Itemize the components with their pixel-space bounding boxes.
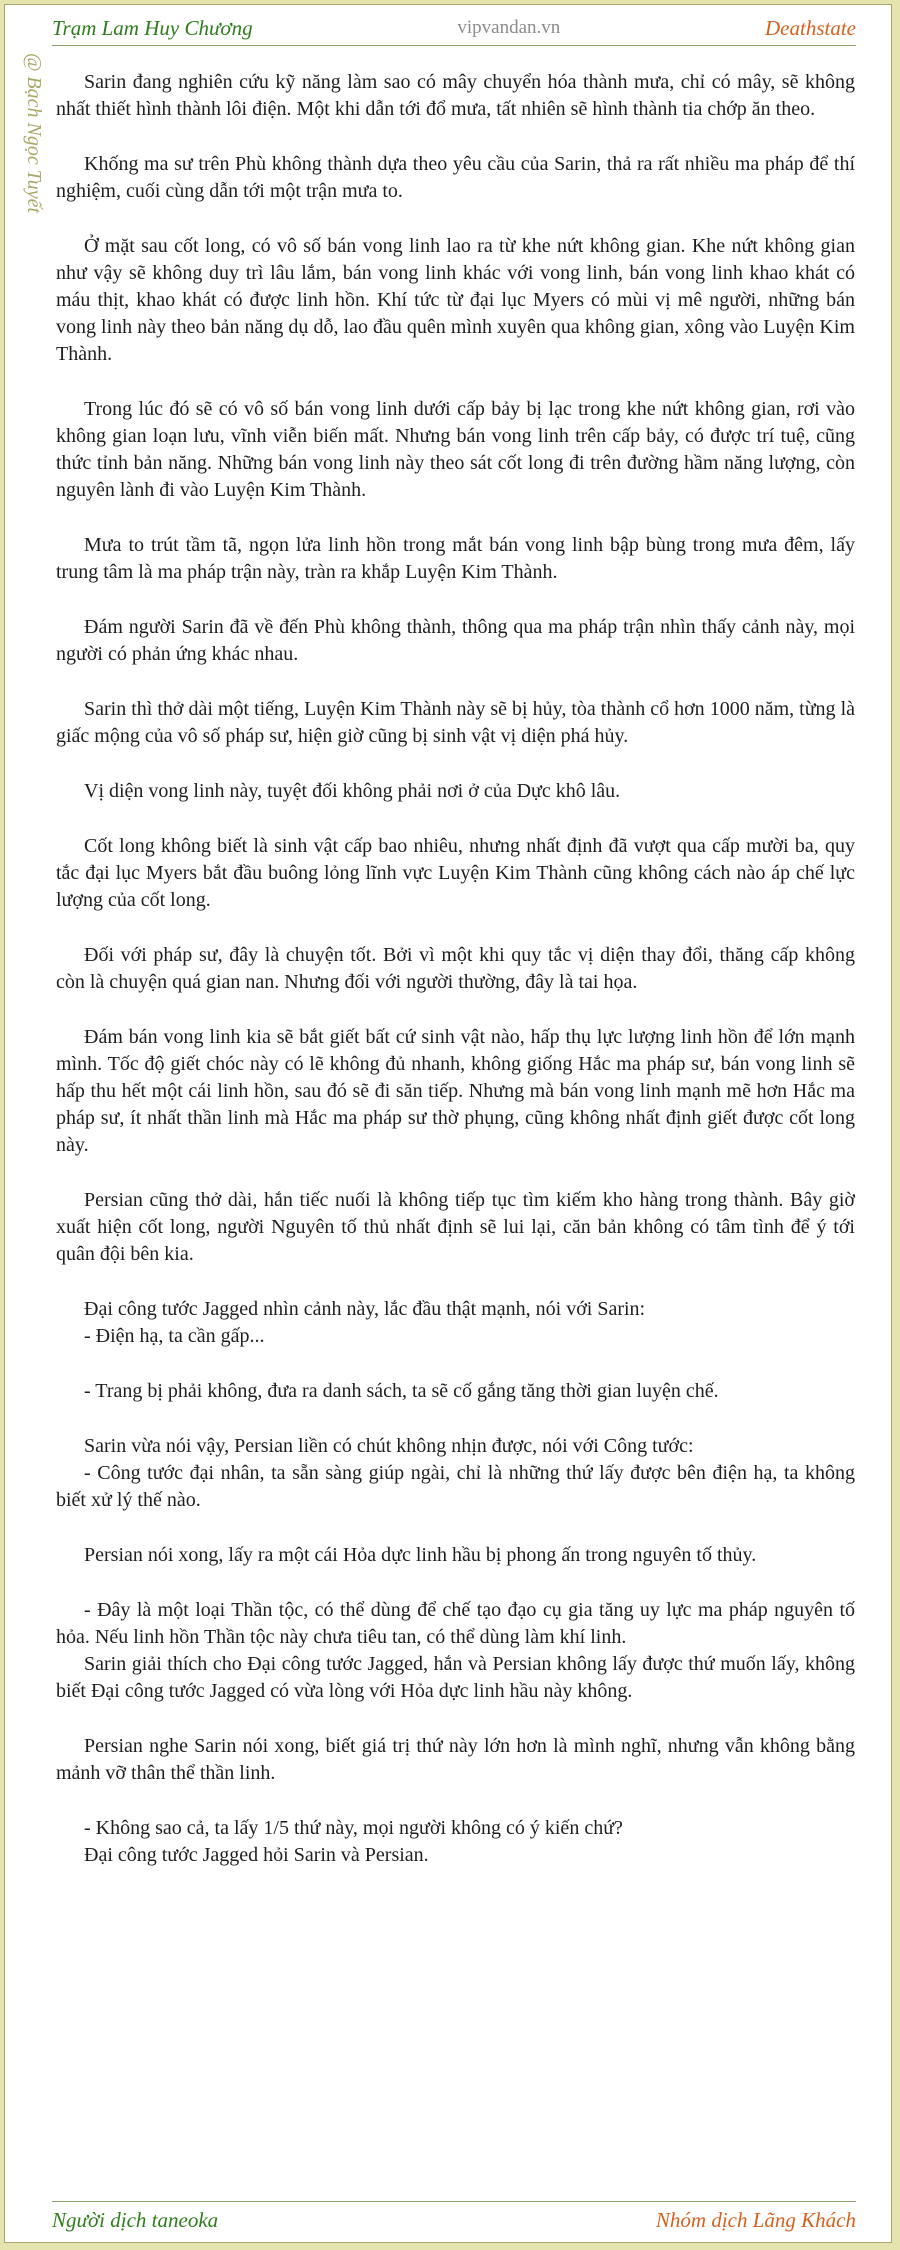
paragraph: Persian nói xong, lấy ra một cái Hỏa dực linh hầu bị phong ấn trong nguyên tố thủy. [84, 1544, 757, 1566]
paragraph: Cốt long không biết là sinh vật cấp bao nhiêu, nhưng nhất định đã vượt qua cấp mười ba, quy tắc đại lục Myers bắt đầu buông lỏng lĩnh vực Luyện Kim Thành cũng không cách nào áp chế lực lượng của cốt long. [56, 835, 855, 911]
paragraph: Sarin thì thở dài một tiếng, Luyện Kim Thành này sẽ bị hủy, tòa thành cổ hơn 1000 năm, từng là giấc mộng của vô số pháp sư, hiện giờ cũng bị sinh vật vị diện phá hủy. [56, 698, 855, 747]
paragraph: Sarin vừa nói vậy, Persian liền có chút không nhịn được, nói với Công tước: [84, 1435, 694, 1457]
page-footer [52, 2201, 856, 2238]
page [4, 4, 892, 2243]
footer-group: Nhóm dịch Lãng Khách [655, 2207, 856, 2232]
paragraph: Sarin đang nghiên cứu kỹ năng làm sao có mây chuyển hóa thành mưa, chỉ có mây, sẽ không nhất thiết hình thành lôi điện. Một khi dẫn tới đổ mưa, tất nhiên sẽ hình thành tia chớp ăn theo. [56, 71, 855, 120]
paragraph: Đám người Sarin đã về đến Phù không thành, thông qua ma pháp trận nhìn thấy cảnh này, mọi người có phản ứng khác nhau. [56, 616, 855, 665]
dialogue-line: - Trang bị phải không, đưa ra danh sách, ta sẽ cố gắng tăng thời gian luyện chế. [84, 1380, 719, 1402]
footer-translator: Người dịch taneoka [52, 2207, 219, 2232]
paragraph: Đám bán vong linh kia sẽ bắt giết bất cứ sinh vật nào, hấp thụ lực lượng linh hồn để lớn mạnh mình. Tốc độ giết chóc này có lẽ không đủ nhanh, không giống Hắc ma pháp sư, bán vong linh sẽ hấp thu hết một cái linh hồn, sau đó sẽ đi săn tiếp. Nhưng mà bán vong linh mạnh mẽ hơn Hắc ma pháp sư, ít nhất thần linh mà Hắc ma pháp sư thờ phụng, cũng không nhất định giết được cốt long này. [56, 1026, 855, 1156]
paragraph: Đối với pháp sư, đây là chuyện tốt. Bởi vì một khi quy tắc vị diện thay đổi, thăng cấp không còn là chuyện quá gian nan. Nhưng đối với người thường, đây là tai họa. [56, 944, 855, 993]
paragraph: Mưa to trút tầm tã, ngọn lửa linh hồn trong mắt bán vong linh bập bùng trong mưa đêm, lấy trung tâm là ma pháp trận này, tràn ra khắp Luyện Kim Thành. [56, 534, 855, 583]
paragraph: Trong lúc đó sẽ có vô số bán vong linh dưới cấp bảy bị lạc trong khe nứt không gian, rơi vào không gian loạn lưu, vĩnh viễn biến mất. Nhưng bán vong linh trên cấp bảy, có được trí tuệ, cũng thức tỉnh bản năng. Những bán vong linh này theo sát cốt long đi trên đường hầm năng lượng, còn nguyên lành đi vào Luyện Kim Thành. [56, 398, 855, 501]
header-site-name: vipvandan.vn [457, 17, 561, 38]
paragraph: Persian cũng thở dài, hắn tiếc nuối là không tiếp tục tìm kiếm kho hàng trong thành. Bây giờ xuất hiện cốt long, người Nguyên tố thủ nhất định sẽ lui lại, căn bản không có tâm tình để ý tới quân đội bên kia. [56, 1189, 855, 1265]
dialogue-line: - Công tước đại nhân, ta sẵn sàng giúp ngài, chỉ là những thứ lấy được bên điện hạ, ta không biết xử lý thế nào. [56, 1462, 855, 1511]
paragraph: Vị diện vong linh này, tuyệt đối không phải nơi ở của Dực khô lâu. [84, 780, 621, 802]
paragraph: Đại công tước Jagged hỏi Sarin và Persian. [84, 1844, 429, 1866]
paragraph: Khống ma sư trên Phù không thành dựa theo yêu cầu của Sarin, thả ra rất nhiều ma pháp để thí nghiệm, cuối cùng dẫn tới một trận mưa to. [56, 153, 855, 202]
paragraph: Sarin giải thích cho Đại công tước Jagged, hắn và Persian không lấy được thứ muốn lấy, không biết Đại công tước Jagged có vừa lòng với Hỏa dực linh hầu này không. [56, 1653, 855, 1702]
dialogue-line: - Đây là một loại Thần tộc, có thể dùng để chế tạo đạo cụ gia tăng uy lực ma pháp nguyên tố hỏa. Nếu linh hồn Thần tộc này chưa tiêu tan, có thể dùng làm khí linh. [56, 1599, 855, 1648]
paragraph: Đại công tước Jagged nhìn cảnh này, lắc đầu thật mạnh, nói với Sarin: [84, 1298, 646, 1320]
document-body [56, 69, 855, 1897]
dialogue-line: - Không sao cả, ta lấy 1/5 thứ này, mọi người không có ý kiến chứ? [84, 1817, 623, 1839]
dialogue-line: - Điện hạ, ta cần gấp... [84, 1325, 265, 1347]
sidebar-credit: @ Bạch Ngọc Tuyết [23, 53, 45, 214]
paragraph: Persian nghe Sarin nói xong, biết giá trị thứ này lớn hơn là mình nghĩ, nhưng vẫn không bằng mảnh vỡ thân thể thần linh. [56, 1735, 855, 1784]
paragraph: Ở mặt sau cốt long, có vô số bán vong linh lao ra từ khe nứt không gian. Khe nứt không gian như vậy sẽ không duy trì lâu lắm, bán vong linh khác với vong linh, bán vong linh khao khát có máu thịt, khao khát có được linh hồn. Khí tức từ đại lục Myers có mùi vị mê người, những bán vong linh này theo bản năng dụ dỗ, lao đầu quên mình xuyên qua không gian, xông vào Luyện Kim Thành. [56, 235, 855, 365]
header-right-title: Deathstate [765, 15, 856, 40]
header-left-title: Trạm Lam Huy Chương [52, 15, 253, 40]
page-header [52, 11, 856, 46]
